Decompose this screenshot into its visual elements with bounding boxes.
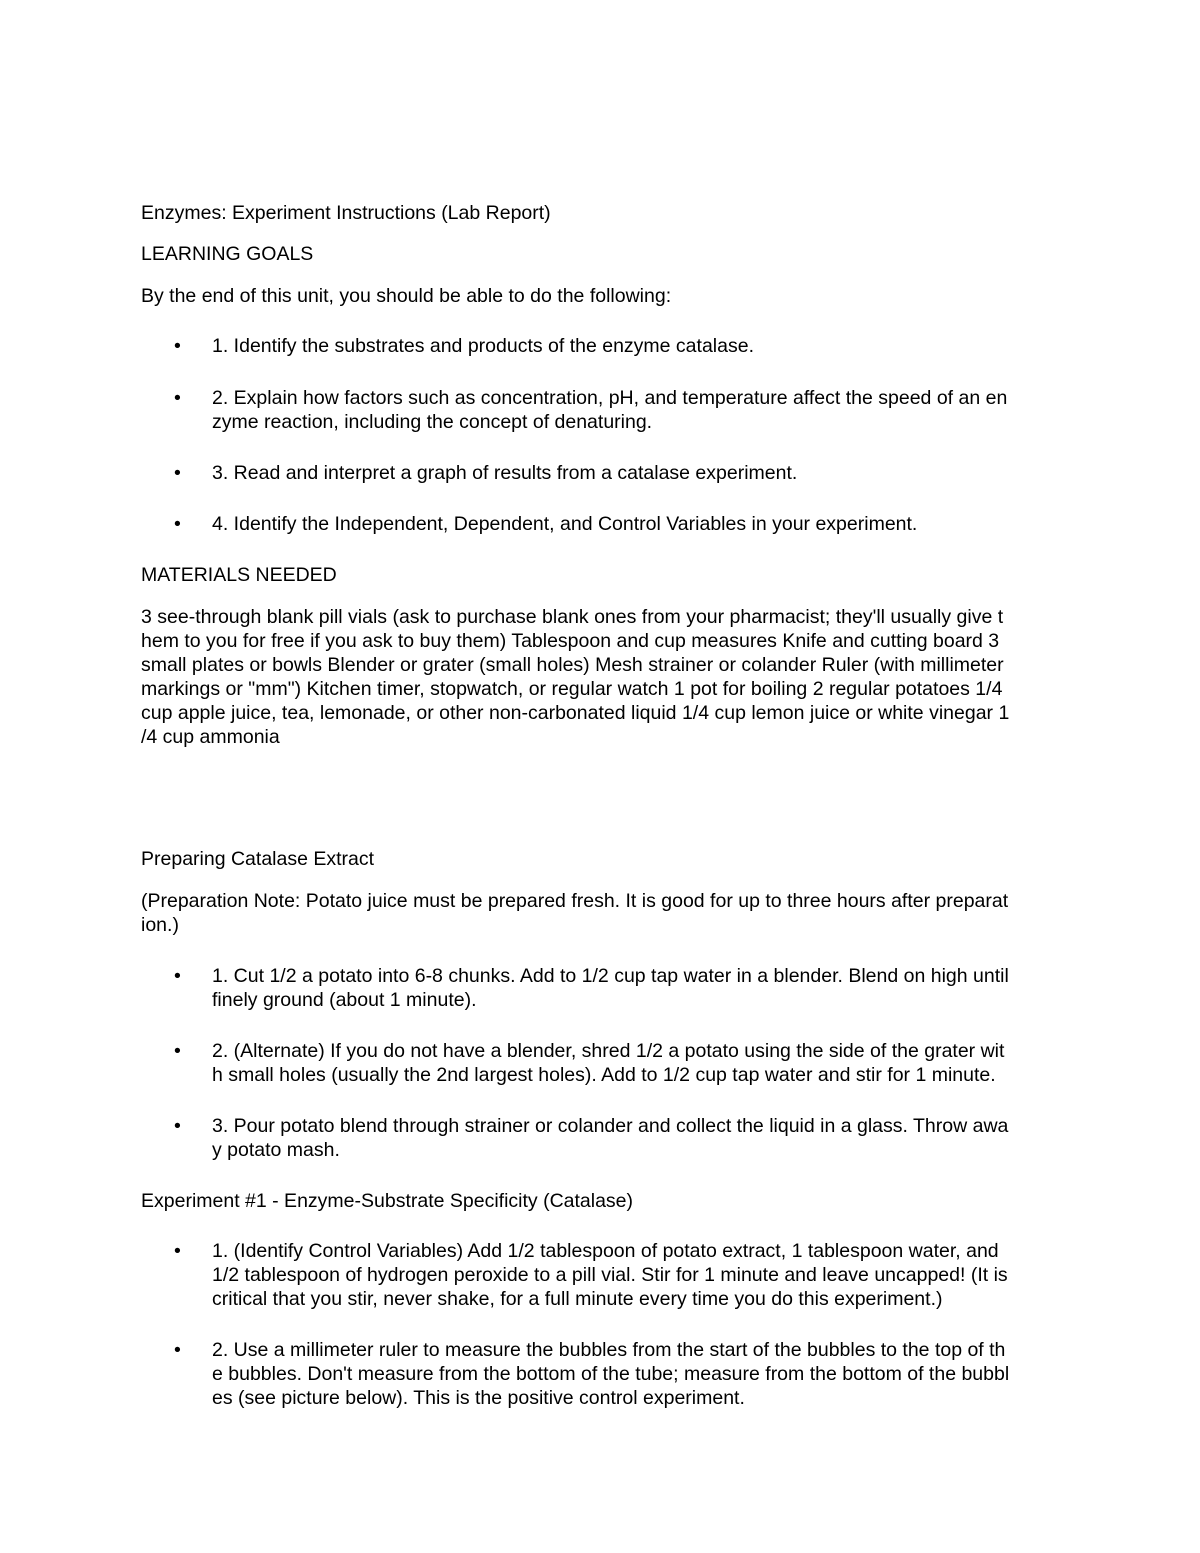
list-item-text: es (see picture below). This is the positive control experiment. (212, 1387, 745, 1409)
list-item-text: y potato mash. (212, 1139, 340, 1161)
prep-note-line: (Preparation Note: Potato juice must be prepared fresh. It is good for up to three hours after preparat (141, 890, 1009, 912)
list-item-text: 1. (Identify Control Variables) Add 1/2 tablespoon of potato extract, 1 tablespoon water, and (212, 1240, 999, 1262)
list-item-text: e bubbles. Don't measure from the bottom of the tube; measure from the bottom of the bubbl (212, 1363, 1010, 1385)
bullet-icon: • (174, 513, 181, 535)
list-item-text: zyme reaction, including the concept of denaturing. (212, 411, 653, 433)
bullet-icon: • (174, 462, 181, 484)
materials-line: 3 see-through blank pill vials (ask to purchase blank ones from your pharmacist; they'll usually give t (141, 606, 1004, 628)
list-item-text: 2. Use a millimeter ruler to measure the bubbles from the start of the bubbles to the top of th (212, 1339, 1006, 1361)
bullet-icon: • (174, 1240, 181, 1262)
materials-line: markings or "mm") Kitchen timer, stopwatch, or regular watch 1 pot for boiling 2 regular potatoes 1/4 (141, 678, 1003, 700)
list-item-text: 4. Identify the Independent, Dependent, and Control Variables in your experiment. (212, 513, 918, 535)
bullet-icon: • (174, 335, 181, 357)
bullet-icon: • (174, 965, 181, 987)
intro-text: By the end of this unit, you should be able to do the following: (141, 285, 672, 307)
list-item-text: 2. Explain how factors such as concentration, pH, and temperature affect the speed of an en (212, 387, 1008, 409)
list-item-text: 2. (Alternate) If you do not have a blender, shred 1/2 a potato using the side of the grater wit (212, 1040, 1005, 1062)
document-title: Enzymes: Experiment Instructions (Lab Report) (141, 202, 551, 224)
materials-line: hem to you for free if you ask to buy them) Tablespoon and cup measures Knife and cutting board 3 (141, 630, 1000, 652)
experiment1-heading: Experiment #1 - Enzyme-Substrate Specificity (Catalase) (141, 1190, 634, 1212)
prep-note-line: ion.) (141, 914, 179, 936)
bullet-icon: • (174, 1040, 181, 1062)
bullet-icon: • (174, 1339, 181, 1361)
materials-heading: MATERIALS NEEDED (141, 564, 337, 586)
materials-line: /4 cup ammonia (141, 726, 280, 748)
materials-line: small plates or bowls Blender or grater (small holes) Mesh strainer or colander Ruler (with millimeter (141, 654, 1004, 676)
learning-goals-heading: LEARNING GOALS (141, 243, 314, 265)
catalase-heading: Preparing Catalase Extract (141, 848, 375, 870)
bullet-icon: • (174, 387, 181, 409)
list-item-text: 1. Identify the substrates and products of the enzyme catalase. (212, 335, 754, 357)
list-item-text: 3. Pour potato blend through strainer or colander and collect the liquid in a glass. Throw awa (212, 1115, 1009, 1137)
list-item-text: h small holes (usually the 2nd largest holes). Add to 1/2 cup tap water and stir for 1 minute. (212, 1064, 996, 1086)
list-item-text: 1. Cut 1/2 a potato into 6-8 chunks. Add to 1/2 cup tap water in a blender. Blend on high until (212, 965, 1009, 987)
list-item-text: finely ground (about 1 minute). (212, 989, 477, 1011)
materials-line: cup apple juice, tea, lemonade, or other non-carbonated liquid 1/4 cup lemon juice or white vinegar 1 (141, 702, 1010, 724)
bullet-icon: • (174, 1115, 181, 1137)
list-item-text: 3. Read and interpret a graph of results from a catalase experiment. (212, 462, 798, 484)
list-item-text: critical that you stir, never shake, for a full minute every time you do this experiment.) (212, 1288, 943, 1310)
list-item-text: 1/2 tablespoon of hydrogen peroxide to a pill vial. Stir for 1 minute and leave uncapped! (It is (212, 1264, 1008, 1286)
